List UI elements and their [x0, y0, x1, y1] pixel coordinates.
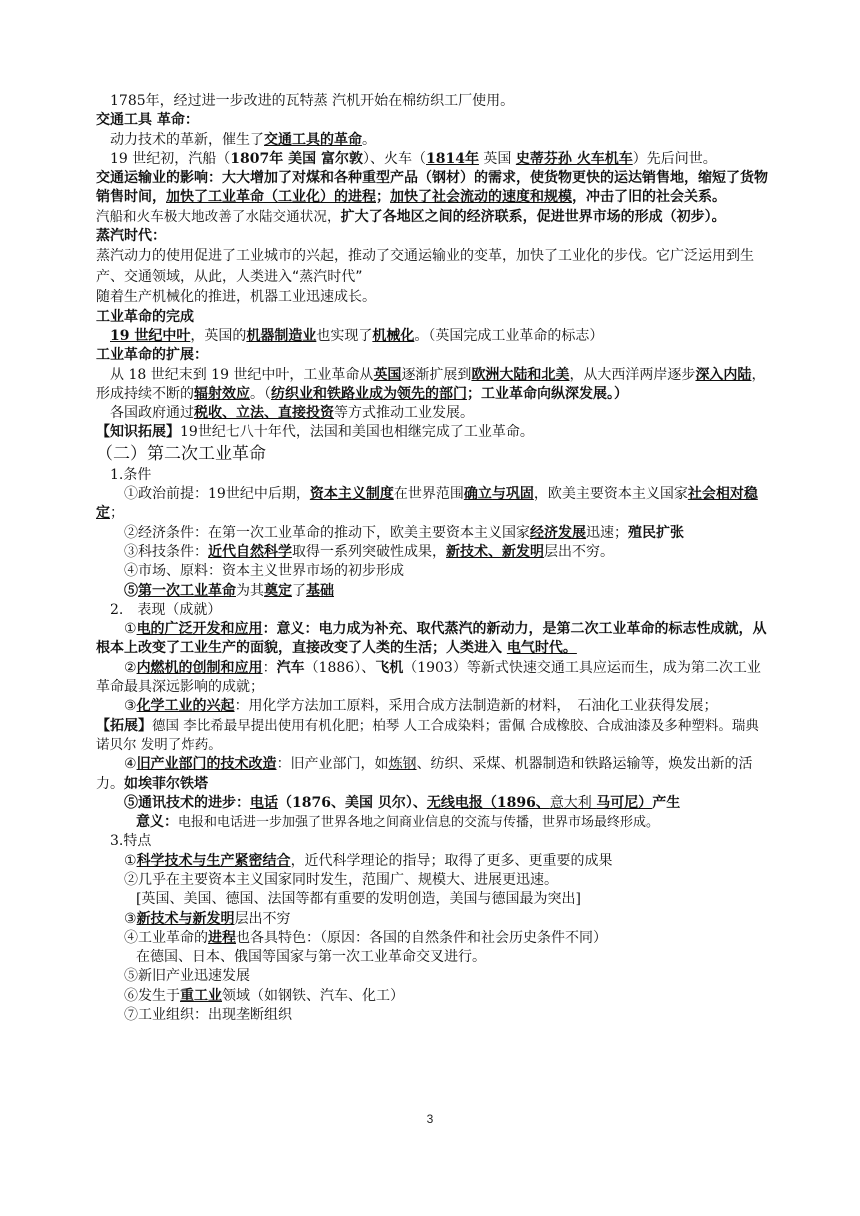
- text-line: [96, 524, 768, 543]
- text-span: ，英国的: [190, 327, 247, 344]
- text-span: （1886）、: [304, 659, 376, 676]
- text-span: 也各具特色：（原因：各国的自然条件和社会历史条件不同）: [236, 929, 607, 946]
- text-span: 汽船和火车极大地改善了水陆交通状况，: [96, 209, 341, 225]
- paragraph: [96, 717, 768, 756]
- text-span: 新技术、新发明: [446, 543, 544, 560]
- text-line: [96, 562, 768, 581]
- text-span: 社会相对稳定: [96, 486, 758, 522]
- text-line: [96, 131, 768, 150]
- text-span: ④: [124, 756, 137, 773]
- text-line: [96, 288, 768, 307]
- text-span: 领域（如钢铁、汽车、化工）: [222, 987, 404, 1004]
- text-span: 1785年，经过进一步改进的瓦特蒸 汽机开始在棉纺织工厂使用。: [110, 93, 515, 109]
- text-span: 也实现了: [316, 327, 373, 344]
- text-span: 马可尼）: [596, 794, 653, 811]
- text-line: [96, 697, 768, 716]
- text-span: 汽车: [276, 659, 305, 676]
- text-span: 近代自然科学: [208, 543, 292, 560]
- text-span: 【拓展】: [96, 717, 152, 734]
- text-span: 欧洲大陆和北美: [471, 366, 570, 383]
- text-span: 无线电报（1896、: [426, 794, 550, 811]
- text-line: [96, 208, 768, 227]
- text-line: [96, 987, 768, 1006]
- paragraph: [96, 755, 768, 794]
- text-span: ：: [262, 659, 277, 676]
- text-span: 随着生产机械化的推进，机器工业迅速成长。: [96, 289, 376, 306]
- text-span: 电的广泛开发和应用: [136, 621, 263, 638]
- text-line: [96, 929, 768, 948]
- text-span: 辐射效应: [194, 385, 250, 402]
- text-span: 3.特点: [110, 833, 152, 850]
- text-span: 在德国、日本、俄国等国家与第一次工业革命交叉进行。: [136, 949, 486, 966]
- text-span: ，形成持续不断的: [96, 366, 766, 402]
- text-span: ③: [124, 910, 137, 927]
- text-span: ④市场、原料：资本主义世界市场的初步形成: [124, 563, 404, 580]
- text-span: 殖民扩张: [628, 524, 684, 541]
- text-span: （二）第二次工业革命: [96, 443, 266, 464]
- text-span: 迅速；: [586, 524, 628, 541]
- text-span: 逐渐扩展到: [401, 366, 472, 383]
- text-line: [96, 92, 768, 111]
- heading: [96, 308, 768, 327]
- text-span: 电气时代。: [506, 640, 577, 657]
- text-span: ④工业革命的: [124, 929, 208, 946]
- text-line: [96, 1006, 768, 1025]
- text-span: 19 世纪中叶: [110, 327, 191, 344]
- text-line: [96, 794, 768, 813]
- text-span: 层出不穷。: [544, 543, 614, 560]
- text-span: 19 世纪初，汽船（: [110, 150, 231, 167]
- paragraph: [96, 659, 768, 698]
- text-span: ③: [124, 698, 137, 715]
- text-span: ，冲击了旧的社会关系。: [572, 189, 726, 206]
- text-span: 机器制造业: [246, 327, 317, 344]
- text-line: [96, 813, 768, 832]
- text-span: （1903）等新式快速交通工具应运而生，成为第二次工业革命最具深远影响的成就；: [96, 659, 761, 696]
- text-span: ③科技条件：: [124, 543, 208, 560]
- text-span: 德国 李比希最早提出使用有机化肥；柏琴 人工合成染料；雷佩 合成橡胶、合成油漆及多种塑料。瑞典 诺贝尔 发明了炸药。: [96, 717, 759, 753]
- text-span: 电报和电话进一步加强了世界各地之间商业信息的交流与传播，世界市场最终形成。: [178, 815, 660, 831]
- text-line: [96, 948, 768, 967]
- text-span: 奠定: [264, 582, 292, 599]
- text-span: 在世界范围: [393, 486, 464, 503]
- text-span: ；工业革命向纵深发展。）: [467, 385, 628, 402]
- text-span: 。: [362, 131, 376, 148]
- text-line: [96, 890, 768, 909]
- text-span: 资本主义制度: [309, 486, 394, 503]
- paragraph: [96, 366, 768, 405]
- text-span: 基础: [306, 582, 334, 599]
- text-span: 从 18 世纪末到 19 世纪中叶，工业革命从: [110, 366, 374, 383]
- text-span: 科学技术与生产紧密结合: [136, 852, 291, 869]
- text-line: [96, 466, 768, 485]
- text-span: [英国、美国、德国、法国等都有重要的发明创造，美国与德国最为突出]: [136, 891, 581, 908]
- text-span: 蒸汽时代：: [96, 228, 166, 245]
- paragraph: [96, 246, 768, 288]
- text-span: 。（: [250, 385, 271, 402]
- text-line: [96, 601, 768, 620]
- text-span: 层出不穷: [234, 910, 291, 927]
- text-span: 深入内陆: [695, 366, 752, 383]
- text-span: 经济发展: [530, 524, 586, 541]
- text-span: （1876、美国 贝尔）、: [278, 794, 427, 811]
- text-span: ⑤新旧产业迅速发展: [124, 968, 250, 985]
- text-span: ：用化学方法加工原料，采用合成方法制造新的材料， 石油化工业获得发展；: [234, 698, 718, 715]
- text-span: 19世纪七八十年代，法国和美国也相继完成了工业革命。: [180, 424, 534, 441]
- text-span: 电话: [250, 794, 278, 811]
- text-span: ）、火车（: [362, 150, 426, 167]
- heading: [96, 227, 768, 246]
- text-span: ，近代科学理论的指导；取得了更多、更重要的成果: [290, 852, 613, 869]
- text-span: ；: [110, 505, 124, 522]
- text-span: 蒸汽动力的使用促进了工业城市的兴起，推动了交通运输业的变革，加快了工业化的步伐。它广泛运用到生产、交通领域，从此，人类进入“蒸汽时代”: [96, 248, 754, 286]
- text-line: [96, 543, 768, 562]
- text-span: 史蒂芬孙 火车机车: [515, 150, 633, 167]
- text-span: 意大利: [549, 794, 597, 811]
- text-span: 税收、立法、直接投资: [194, 405, 334, 422]
- text-span: ；: [376, 189, 390, 206]
- text-span: ，欧美主要资本主义国家: [533, 486, 688, 503]
- text-line: [96, 404, 768, 423]
- text-line: [96, 327, 768, 346]
- text-span: 1814年: [425, 150, 479, 167]
- text-span: 进程: [208, 929, 236, 946]
- text-line: [96, 910, 768, 929]
- heading: [96, 346, 768, 365]
- text-span: ①政治前提：19世纪中后期，: [124, 486, 310, 503]
- text-span: 英国: [478, 150, 516, 167]
- heading: [96, 111, 768, 130]
- text-span: ⑥发生于: [124, 987, 180, 1004]
- text-line: [96, 967, 768, 986]
- text-span: 各国政府通过: [110, 405, 194, 422]
- text-span: 炼钢: [388, 756, 417, 773]
- paragraph: [96, 485, 768, 524]
- document-page: [96, 92, 768, 1025]
- text-span: 扩大了各地区之间的经济联系，促进世界市场的形成（初步）。: [340, 208, 726, 225]
- paragraph: [96, 620, 768, 659]
- text-span: 等方式推动工业发展。: [334, 405, 474, 422]
- text-span: 、纺织、采煤、机器制造和铁路运输等，焕发出新的活力。: [96, 756, 753, 792]
- text-span: ①: [124, 621, 137, 638]
- text-span: ⑤: [124, 582, 138, 599]
- text-span: 确立与巩固: [463, 486, 534, 503]
- text-line: [96, 582, 768, 601]
- text-span: ②经济条件：在第一次工业革命的推动下，欧美主要资本主义国家: [124, 524, 530, 541]
- text-span: 加快了工业革命（工业化）的进程: [166, 189, 376, 206]
- text-span: ⑤通讯技术的进步：: [124, 794, 250, 811]
- text-span: 。（英国完成工业革命的标志）: [414, 327, 604, 344]
- text-span: 工业革命的扩展：: [96, 347, 208, 364]
- text-span: 为其: [236, 582, 264, 599]
- text-span: 了: [292, 582, 306, 599]
- text-span: 意义：: [136, 814, 178, 831]
- text-span: 1807年 美国 富尔敦: [230, 150, 363, 167]
- text-span: 交通工具的革命: [264, 131, 362, 148]
- text-span: 交通运输业的影响：大大增加了对煤和各种重型产品（钢材）的需求，使货物更快的运达销售地，缩短了货物销售时间，: [96, 170, 768, 206]
- text-span: 机械化: [372, 327, 415, 344]
- text-span: 如埃菲尔铁塔: [124, 775, 208, 792]
- text-span: 工业革命的完成: [96, 308, 194, 325]
- text-line: [96, 871, 768, 890]
- text-span: ⑦工业组织：出现垄断组织: [124, 1007, 292, 1024]
- text-span: 取得一系列突破性成果，: [292, 543, 446, 560]
- text-span: ：意义：电力成为补充、取代蒸汽的新动力，是第二次工业革命的标志性成就，从根本上改变了工业生产的面貌，直接改变了人类的生活；人类进入: [96, 621, 767, 657]
- text-span: ①: [124, 852, 137, 869]
- text-span: ，从大西洋两岸逐步: [569, 366, 696, 383]
- text-span: 第一次工业革命: [138, 582, 236, 599]
- text-span: 旧产业部门的技术改造: [136, 756, 277, 773]
- text-span: 【知识拓展】: [96, 424, 180, 441]
- paragraph: [96, 169, 768, 208]
- text-span: ：旧产业部门，如: [276, 756, 389, 773]
- text-line: [96, 150, 768, 169]
- text-span: 交通工具 革命：: [96, 112, 199, 129]
- text-line: [96, 423, 768, 442]
- text-span: 2. 表现（成就）: [110, 601, 222, 618]
- text-line: [96, 852, 768, 871]
- text-span: 1.条件: [110, 466, 152, 483]
- text-span: 飞机: [375, 659, 404, 676]
- text-span: 内燃机的创制和应用: [136, 659, 263, 676]
- text-span: 纺织业和铁路业成为领先的部门: [271, 385, 467, 402]
- page-number: 3: [426, 1112, 434, 1126]
- text-span: ）先后问世。: [632, 150, 717, 167]
- text-span: 动力技术的革新，催生了: [110, 131, 264, 148]
- text-line: [96, 832, 768, 851]
- section-heading: [96, 443, 768, 466]
- text-span: ②几乎在主要资本主义国家同时发生，范围广、规模大、进展更迅速。: [124, 871, 558, 888]
- text-span: 英国: [373, 366, 402, 383]
- text-span: 化学工业的兴起: [136, 698, 235, 715]
- text-span: 产生: [652, 794, 681, 811]
- text-span: ②: [124, 659, 137, 676]
- text-span: 重工业: [180, 987, 222, 1004]
- text-span: 新技术与新发明: [136, 910, 235, 927]
- text-span: 加快了社会流动的速度和规模: [390, 189, 572, 206]
